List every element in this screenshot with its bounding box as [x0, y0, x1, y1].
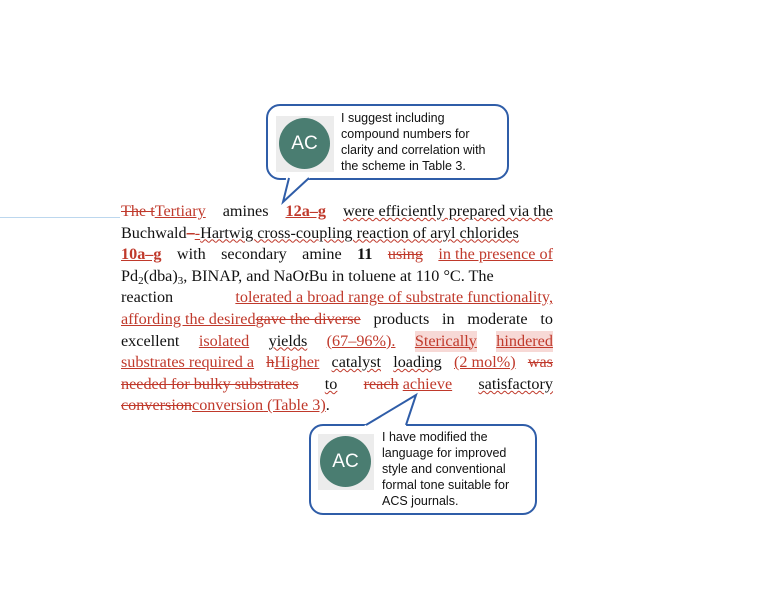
text: reaction: [121, 288, 174, 307]
subscript: 2: [138, 274, 144, 287]
inserted-text: affording the desired: [121, 309, 256, 328]
text: amines: [222, 202, 269, 220]
text: Pd: [121, 266, 139, 285]
paragraph-line-8: [121, 352, 553, 374]
text: Bu in toluene at 110 °C. The: [308, 266, 494, 285]
comment-2-text: I have modified the language for improved style and conventional formal tone suitable for ACS journals.: [382, 430, 510, 508]
text: , BINAP, and NaO: [183, 266, 305, 285]
text: moderate: [467, 309, 528, 328]
avatar: AC: [320, 436, 371, 487]
deleted-text: needed for bulky substrates: [121, 374, 299, 393]
comment-1-text: I suggest including compound numbers for clarity and correlation with the scheme in Table 3.: [341, 111, 486, 173]
inserted-text: tolerated a broad range of substrate functionality,: [235, 288, 553, 307]
inserted-text: in the presence of: [438, 245, 553, 264]
paragraph-line-9: [121, 374, 553, 396]
subscript: 3: [177, 274, 184, 287]
inserted-text: conversion: [192, 396, 264, 415]
inserted-text: hindered: [496, 331, 553, 353]
text: Hartwig cross-coupling reaction of aryl chlorides: [200, 223, 519, 242]
text: secondary: [221, 245, 287, 264]
text: products: [373, 309, 430, 328]
text: .: [325, 396, 330, 415]
inserted-text: Tertiary: [154, 202, 206, 220]
text: excellent: [121, 331, 180, 350]
deleted-text: gave the diverse: [255, 309, 361, 328]
deleted-text: The t: [121, 202, 155, 220]
page-margin-line: [0, 217, 120, 218]
text: were efficiently prepared via the: [342, 202, 553, 220]
paragraph-line-2: [121, 223, 553, 245]
deleted-text: h: [266, 353, 275, 372]
inserted-text: (2 mol%): [454, 353, 516, 372]
deleted-text: –: [186, 223, 195, 242]
paragraph-line-4: [121, 266, 553, 288]
text: Buchwald: [121, 223, 187, 242]
inserted-text: Sterically: [415, 331, 477, 353]
text: loading: [393, 353, 442, 372]
text: amine: [302, 245, 342, 264]
inserted-text: substrates required a: [121, 353, 255, 372]
italic-text: t: [304, 266, 309, 285]
inserted-text: (Table 3): [263, 396, 326, 415]
inserted-text: (67–96%).: [326, 331, 396, 350]
text: satisfactory: [478, 374, 553, 393]
paragraph-line-10: [121, 395, 553, 417]
inserted-text: -: [194, 223, 201, 242]
paragraph-line-3: [121, 244, 553, 266]
paragraph-line-1: [121, 201, 553, 223]
paragraph-line-6: [121, 309, 553, 331]
text: catalyst: [331, 353, 381, 372]
deleted-text: conversion: [121, 396, 193, 415]
deleted-text: using: [387, 245, 423, 264]
text: (dba): [143, 266, 178, 285]
text: with: [176, 245, 206, 264]
avatar: AC: [279, 118, 330, 169]
deleted-text: reach: [363, 374, 399, 393]
deleted-text: was: [527, 353, 553, 372]
text: yields: [268, 331, 308, 350]
inserted-text: isolated: [198, 331, 250, 350]
paragraph-line-5: [121, 287, 553, 309]
inserted-compound-number: 10a–g: [121, 245, 162, 264]
text: to: [324, 374, 338, 393]
inserted-text: achieve: [402, 374, 453, 393]
paragraph-line-7: [121, 331, 553, 353]
inserted-compound-number: 12a–g: [285, 202, 326, 220]
compound-number: 11: [357, 245, 373, 264]
inserted-text: Higher: [274, 353, 320, 372]
text: in: [442, 309, 455, 328]
text: to: [540, 309, 553, 328]
tracked-changes-paragraph[interactable]: [121, 201, 553, 417]
